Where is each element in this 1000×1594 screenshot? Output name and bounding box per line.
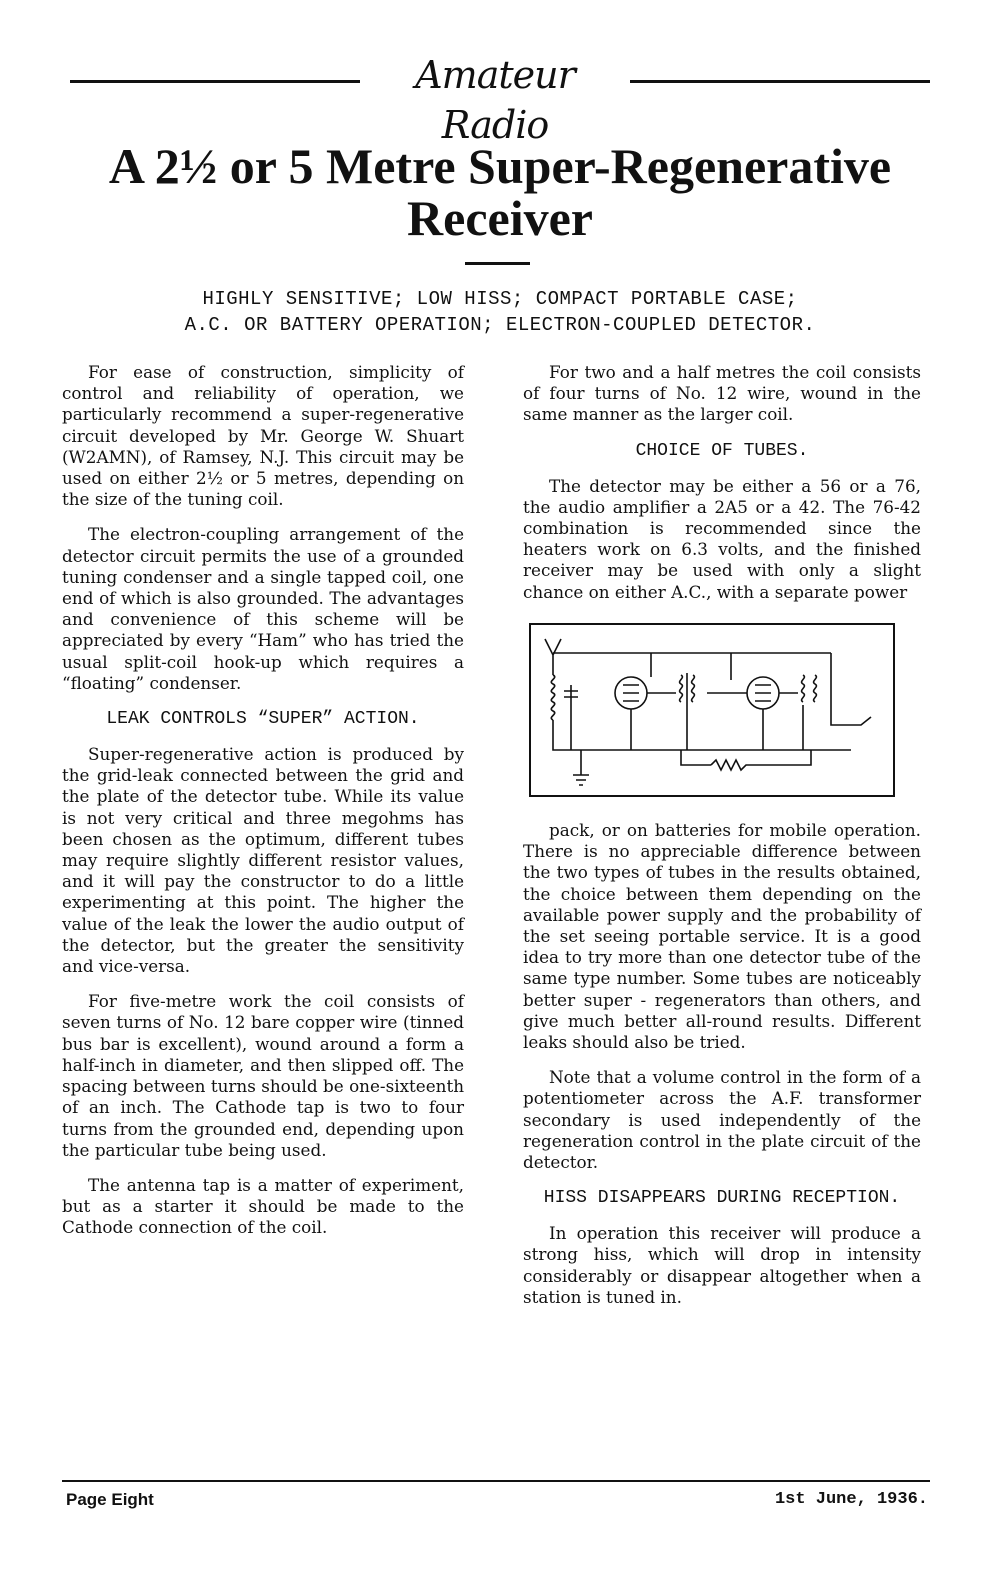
paragraph: Note that a volume control in the form of a potentiometer across the A.F. transformer secondary is used independently of the regeneration control in the plate circuit of the detector. xyxy=(523,1067,921,1173)
title-divider xyxy=(465,262,530,265)
masthead xyxy=(70,50,930,147)
paragraph: For five-metre work the coil consists of seven turns of No. 12 bare copper wire (tinned bus bar is excellent), wound around a form a half-inch in diameter, and then slipped off. The spacing between turns should be one-sixteenth of an inch. The Cathode tap is two to four turns from the grounded end, depending upon the particular tube being used. xyxy=(62,991,464,1160)
page-number: Page Eight xyxy=(66,1490,154,1509)
article-subhead xyxy=(70,286,930,338)
right-column xyxy=(523,362,921,1322)
paragraph: pack, or on batteries for mobile operation. There is no appreciable difference between the two types of tubes in the results obtained, the choice between them depending on the available power supply and the probability of the set seeing portable service. It is a good idea to try more than one detector tube of the same type number. Some tubes are noticeably better super - regenerators than others, and give much better all-round results. Different leaks should also be tried. xyxy=(523,820,921,1053)
paragraph: In operation this receiver will produce a strong hiss, which will drop in intensity considerably or disappear altogether when a station is tuned in. xyxy=(523,1223,921,1307)
paragraph: The detector may be either a 56 or a 76, the audio amplifier a 2A5 or a 42. The 76-42 combination is recommended since the heaters work on 6.3 volts, and the finished receiver may be used with only a slight chance on either A.C., with a separate power xyxy=(523,475,921,602)
title-line-1: A 2½ or 5 Metre Super-Regenerative xyxy=(108,138,892,194)
footer-rule xyxy=(62,1480,930,1482)
masthead-rule-left xyxy=(70,80,360,83)
subhead-line-2: A.C. OR BATTERY OPERATION; ELECTRON-COUPLED DETECTOR. xyxy=(184,314,816,336)
paragraph: The electron-coupling arrangement of the detector circuit permits the use of a grounded tuning condenser and a single tapped coil, one end of which is also grounded. The advantages and convenience of this scheme will be appreciated by every “Ham” who has tried the usual split-coil hook-up which requires a “floating” condenser. xyxy=(62,524,464,693)
section-heading: LEAK CONTROLS “SUPER” ACTION. xyxy=(106,709,420,730)
paragraph: The antenna tap is a matter of experiment, but as a starter it should be made to the Cathode connection of the coil. xyxy=(62,1174,464,1238)
subhead-line-1: HIGHLY SENSITIVE; LOW HISS; COMPACT PORTABLE CASE; xyxy=(202,288,798,310)
paragraph: Super-regenerative action is produced by the grid-leak connected between the grid and the plate of the detector tube. While its value is not very critical and three megohms has been chosen as the optimum, different tubes may require slightly different resistor values, and it will pay the constructor to do a little experimenting at this point. The higher the value of the leak the lower the audio output of the detector, but the greater the sensitivity and vice-versa. xyxy=(62,744,464,977)
section-heading: HISS DISAPPEARS DURING RECEPTION. xyxy=(543,1188,901,1209)
circuit-schematic xyxy=(529,623,895,797)
left-column xyxy=(62,362,464,1253)
paragraph: For ease of construction, simplicity of control and reliability of operation, we particularly recommend a super-regenerative circuit developed by Mr. George W. Shuart (W2AMN), of Ramsey, N.J. This circuit may be used on either 2½ or 5 metres, depending on the size of the tuning coil. xyxy=(62,362,464,510)
masthead-logo: Amateur Radio xyxy=(415,53,575,147)
paragraph: For two and a half metres the coil consists of four turns of No. 12 wire, wound in the same manner as the larger coil. xyxy=(523,362,921,425)
title-line-2: Receiver xyxy=(407,190,593,246)
issue-date: 1st June, 1936. xyxy=(774,1490,928,1509)
masthead-rule-right xyxy=(630,80,930,83)
section-heading: CHOICE OF TUBES. xyxy=(635,440,809,461)
article-title xyxy=(60,140,940,244)
